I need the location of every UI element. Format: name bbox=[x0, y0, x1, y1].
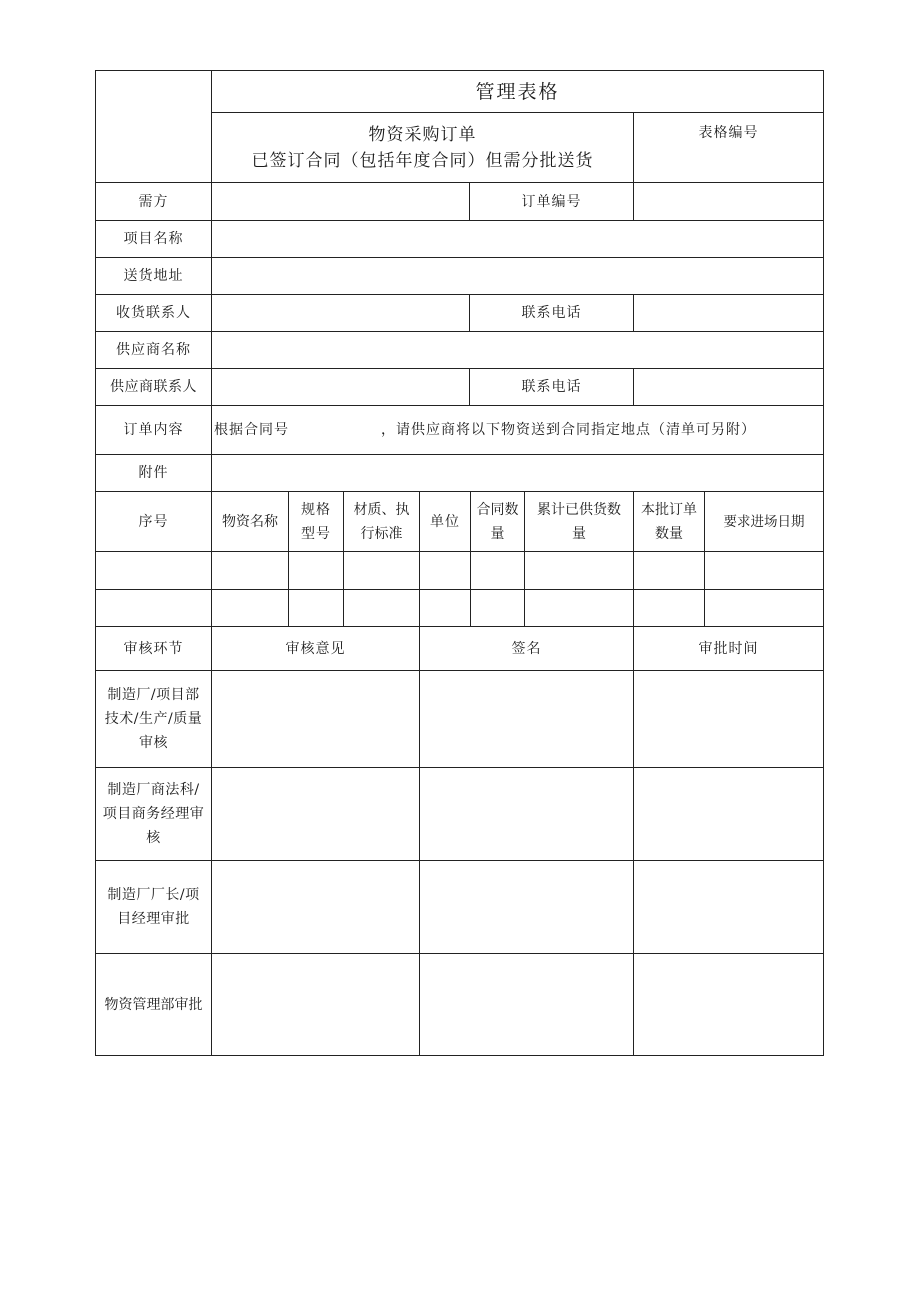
col-spec-line-2: 型号 bbox=[301, 525, 331, 542]
project-name-label: 项目名称 bbox=[123, 231, 184, 247]
receiver-phone-label: 联系电话 bbox=[521, 305, 582, 321]
rule-label-col bbox=[211, 70, 212, 1056]
subtitle-line-2: 已签订合同（包括年度合同）但需分批送货 bbox=[251, 150, 594, 171]
review-stage-label: 审核环节 bbox=[123, 640, 184, 657]
col-material-line-1: 材质、执 bbox=[353, 501, 410, 518]
col-spec-line-1: 规格 bbox=[301, 501, 331, 518]
col-contract-qty bbox=[471, 492, 524, 551]
rule-row10 bbox=[95, 589, 824, 590]
rule-value-split-a2 bbox=[633, 182, 634, 220]
review-stage-4: 物资管理部审批 bbox=[104, 996, 203, 1013]
delivery-address-label: 送货地址 bbox=[123, 268, 184, 284]
col-supplied-line-1: 累计已供货数 bbox=[537, 501, 621, 518]
col-supplied-qty bbox=[525, 492, 633, 551]
review-time-label: 审批时间 bbox=[698, 640, 759, 657]
col-batch-qty bbox=[634, 492, 704, 551]
col-material-name: 物资名称 bbox=[222, 513, 278, 530]
form-subtitle bbox=[212, 113, 633, 182]
form-title: 管理表格 bbox=[475, 80, 560, 103]
col-contract-qty-line-2: 量 bbox=[490, 525, 505, 542]
col-spec bbox=[289, 492, 343, 551]
supplier-phone-label: 联系电话 bbox=[521, 379, 582, 395]
order-content-label: 订单内容 bbox=[123, 422, 184, 438]
col-batch-line-1: 本批订单 bbox=[641, 501, 697, 518]
attachment-label: 附件 bbox=[138, 465, 169, 481]
col-contract-qty-line-1: 合同数 bbox=[476, 501, 519, 518]
review-opinion-label: 审核意见 bbox=[285, 640, 346, 657]
stage2-line-1: 制造厂商法科/ bbox=[107, 782, 200, 798]
rule-right bbox=[823, 70, 824, 1056]
stage2-line-2: 项目商务经理审 bbox=[102, 806, 205, 822]
review-stage-2 bbox=[96, 768, 211, 860]
content-part-1: 根据合同号 bbox=[214, 422, 289, 438]
supplier-contact-label: 供应商联系人 bbox=[110, 379, 197, 395]
review-signature-label: 签名 bbox=[511, 640, 542, 657]
supplier-name-label: 供应商名称 bbox=[116, 342, 191, 358]
demand-label: 需方 bbox=[138, 193, 169, 210]
rule-value-split-b2 bbox=[633, 294, 634, 331]
rule-value-split-c2 bbox=[633, 368, 634, 405]
review-stage-1 bbox=[96, 671, 211, 767]
order-content-text bbox=[212, 406, 823, 454]
stage2-line-3: 核 bbox=[146, 830, 161, 846]
rule-bottom bbox=[95, 1055, 824, 1056]
stage1-line-2: 技术/生产/质量 bbox=[104, 711, 203, 727]
stage3-line-1: 制造厂厂长/项 bbox=[107, 887, 200, 903]
order-number-label: 订单编号 bbox=[521, 193, 582, 210]
col-supplied-line-2: 量 bbox=[572, 525, 586, 542]
receiver-contact-label: 收货联系人 bbox=[116, 305, 191, 321]
subtitle-line-1: 物资采购订单 bbox=[368, 124, 477, 145]
col-unit: 单位 bbox=[430, 513, 460, 530]
stage3-line-2: 目经理审批 bbox=[117, 911, 190, 927]
col-material-standard bbox=[344, 492, 419, 551]
stage1-line-3: 审核 bbox=[139, 735, 168, 751]
col-entry-date: 要求进场日期 bbox=[723, 513, 805, 530]
rule-row9 bbox=[95, 551, 824, 552]
col-batch-line-2: 数量 bbox=[655, 525, 683, 542]
form-number-label: 表格编号 bbox=[698, 125, 759, 141]
rule-review-col2 bbox=[633, 626, 634, 1056]
stage1-line-1: 制造厂/项目部 bbox=[107, 687, 200, 703]
rule-review-col1 bbox=[419, 626, 420, 1056]
col-material-line-2: 行标准 bbox=[360, 525, 403, 542]
review-stage-3 bbox=[96, 861, 211, 953]
content-part-2: ，请供应商将以下物资送到合同指定地点（清单可另附） bbox=[381, 422, 756, 438]
col-seq: 序号 bbox=[138, 513, 169, 530]
